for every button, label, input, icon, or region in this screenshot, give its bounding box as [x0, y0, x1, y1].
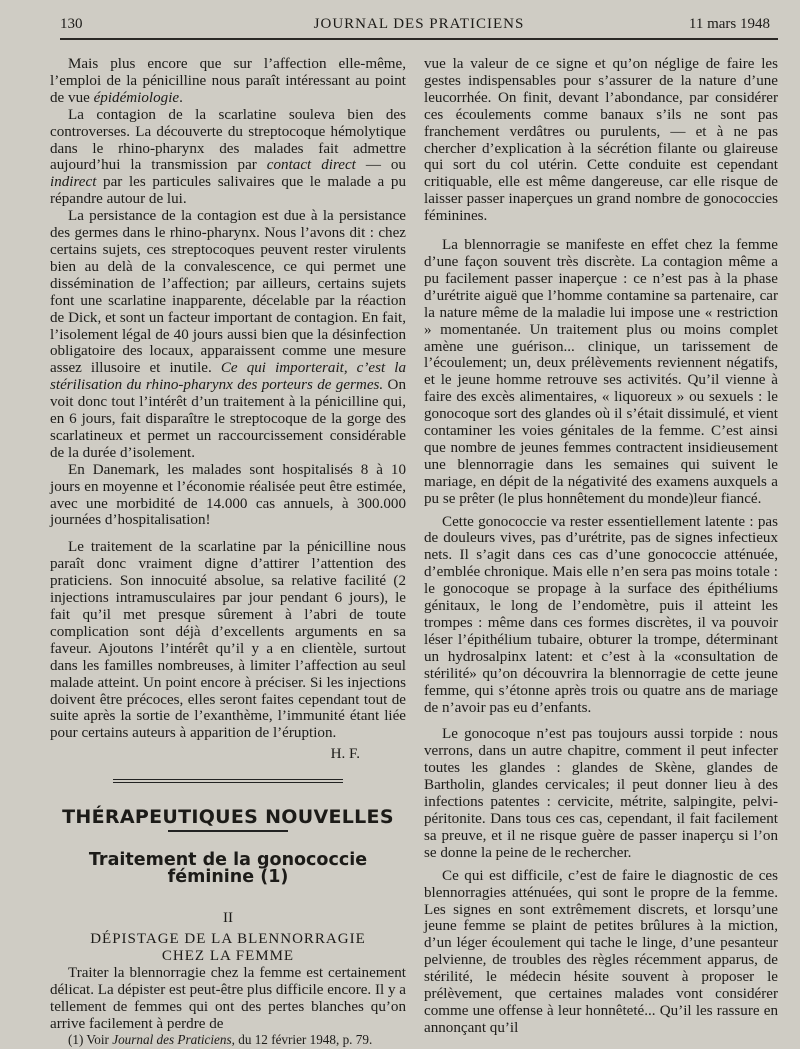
article-subtitle: DÉPISTAGE DE LA BLENNORRAGIE CHEZ LA FEMME — [90, 930, 366, 964]
paragraph: Le gonocoque n’est pas toujours aussi torpide : nous verrons, dans un autre chapitre, comment il peut infecter toutes les glandes : glandes de Skène, glandes de Bartholin, glandes cervicales; il peut donner lieu à des infections patentes : cervicite, métrite, salpingite, pelvi-péritonite. Dans tous ces cas, cependant, il fait facilement sa preuve, et il ne risque guère de passer inaperçu si l’on se donne la peine de le rechercher. — [424, 726, 778, 861]
signature: H. F. — [330, 746, 360, 763]
footnote: (1) Voir Journal des Praticiens, du 12 février 1948, p. 79. — [68, 1032, 373, 1048]
right-column — [424, 56, 778, 1037]
paragraph: Cette gonococcie va rester essentiellement latente : pas de douleurs vives, pas d’urétrite, pas de signes infectieux nets. Il s’agit dans ces cas d’une gonococcie atténuée, d’emblée chronique. Mais elle n’en sera pas moins totale : le gonocoque se propage à la surface des épithéliums génitaux, le long de l’endomètre, puis il atteint les trompes : même dans ces formes discrètes, il va pouvoir léser l’épithélium tubaire, obturer la trompe, déterminant un hydrosalpinx latent: et c’est à la «consultation de stérilité» qu’on découvrira la blennorragie de cette jeune femme, qui s’étonne après trois ou quatre ans de mariage de n’avoir pas eu d’enfants. — [424, 513, 778, 716]
paragraph: La persistance de la contagion est due à la persistance des germes dans le rhino-pharynx. Nous l’avons dit : chez certains sujets, ces streptocoques peuvent rester virulents bien au delà de la convalescence, ce qui permet une dissémination de l’affection; par ailleurs, certains sujets font une scarlatine inapparente, décelable par la réaction de Dick, et sont un facteur important de contagion. En fait, l’isolement légal de 40 jours aussi bien que la désinfection obligatoire des locaux, apparaissent comme une mesure assez illusoire et inutile. Ce qui importerait, c’est la stérilisation du rhino-pharynx des porteurs de germes. On voit donc tout l’intérêt d’un traitement à la pénicilline qui, en 6 jours, fait disparaître le streptocoque de la gorge des scarlatineux et permet un raccourcissement considérable de la durée d’isolement. — [50, 208, 406, 461]
divider — [113, 779, 343, 783]
journal-title: JOURNAL DES PRATICIENS — [313, 16, 525, 32]
issue-date: 11 mars 1948 — [688, 16, 770, 32]
paragraph: La blennorragie se manifeste en effet chez la femme d’une façon souvent très discrète. La contagion même a pu facilement passer inaperçue : ce n’est pas à la phase d’urétrite aiguë que l’homme contamine sa partenaire, car la nature même de la maladie lui impose une « restriction » momentanée. Un traitement plus ou moins complet amène une guérison... clinique, un tarissement de l’écoulement; un, deux prélèvements reviennent négatifs, et le jeune homme retrouve ses activités. Qu’il vienne à faire des excès alimentaires, « liquoreux » ou sexuels : le gonocoque sort des glandes où il s’était dissimulé, et vient contaminer les voies génitales de la femme. C’est ainsi que nombre de jeunes femmes contractent insidieusement une blennorragie dans les semaines qui suivent le mariage, en dépit de la négativité des examens auxquels a pu se prêter (le plus honnêtement du monde)leur fiancé. — [424, 237, 778, 507]
paragraph: Mais plus encore que sur l’affection elle-même, l’emploi de la pénicilline nous paraît intéressant au point de vue épidémiologie. — [50, 56, 406, 106]
paragraph: Le traitement de la scarlatine par la pénicilline nous paraît donc vraiment digne d’attirer l’attention des praticiens. Son innocuité absolue, sa relative facilité (2 injections intramusculaires par jour pendant 6 jours), le fait qu’il met presque sûrement à l’abri de toute complication sont déjà d’excellents arguments en sa faveur. Ajoutons l’intérêt qu’il y a en clientèle, surtout dans les familles nombreuses, à limiter l’affection au seul malade atteint. Un point encore à préciser. Si les injections doivent être précoces, elles seront faites cependant tout de suite après la sortie de l’exanthème, l’immunité étant liée pour certains auteurs à apparition de l’éruption. — [50, 539, 406, 742]
left-column — [50, 56, 406, 1049]
paragraph: Ce qui est difficile, c’est de faire le diagnostic de ces blennorragies atténuées, qui sont le propre de la femme. Les signes en sont extrêmement discrets, et lorsqu’une jeune femme se plaint de petites brûlures à la miction, d’un léger écoulement qui tache le linge, d’une pesanteur pelvienne, de troubles des règles récemment apparus, de stérilité, le médecin hésite souvent à proposer le prélèvement, que certaines malades vont considérer comme une offense à leur honnêteté... Qu’il les rassure en annonçant qu’il — [424, 867, 778, 1036]
page-number: 130 — [60, 16, 83, 32]
section-title: THÉRAPEUTIQUES NOUVELLES — [62, 806, 394, 829]
article-title: Traitement de la gonococcie féminine (1) — [88, 850, 368, 887]
part-number: II — [223, 909, 233, 926]
paragraph: Traiter la blennorragie chez la femme est certainement délicat. La dépister est peut-être plus difficile encore. Il y a tellement de femmes qui ont des pertes blanches qu’on arrive facilement à perdre de — [50, 964, 406, 1032]
paragraph: La contagion de la scarlatine souleva bien des controverses. La découverte du streptocoque hémolytique dans le rhino-pharynx des malades fait admettre aujourd’hui la transmission par contact direct — ou indirect par les particules salivaires que le malade a pu répandre autour de lui. — [50, 106, 406, 208]
page-header — [60, 14, 778, 40]
paragraph: En Danemark, les malades sont hospitalisés 8 à 10 jours en moyenne et l’économie réalisée peut être estimée, avec une morbidité de 14.000 cas annuels, à 300.000 journées d’hospitalisation! — [50, 461, 406, 529]
divider — [168, 830, 288, 832]
paragraph: vue la valeur de ce signe et qu’on néglige de faire les gestes indispensables pour s’assurer de la nature d’une leucorrhée. On finit, devant l’abondance, par considérer ces écoulements comme banaux s’ils ne sont pas franchement verdâtres ou purulents, — et à ne pas chercher d’explication à la sécrétion filante ou glaireuse qui sort du col utérin. Cette conduite est cependant critiquable, elle est même dangereuse, car elle risque de laisser passer inaperçues un grand nombre de gonococcies féminines. — [424, 56, 778, 225]
